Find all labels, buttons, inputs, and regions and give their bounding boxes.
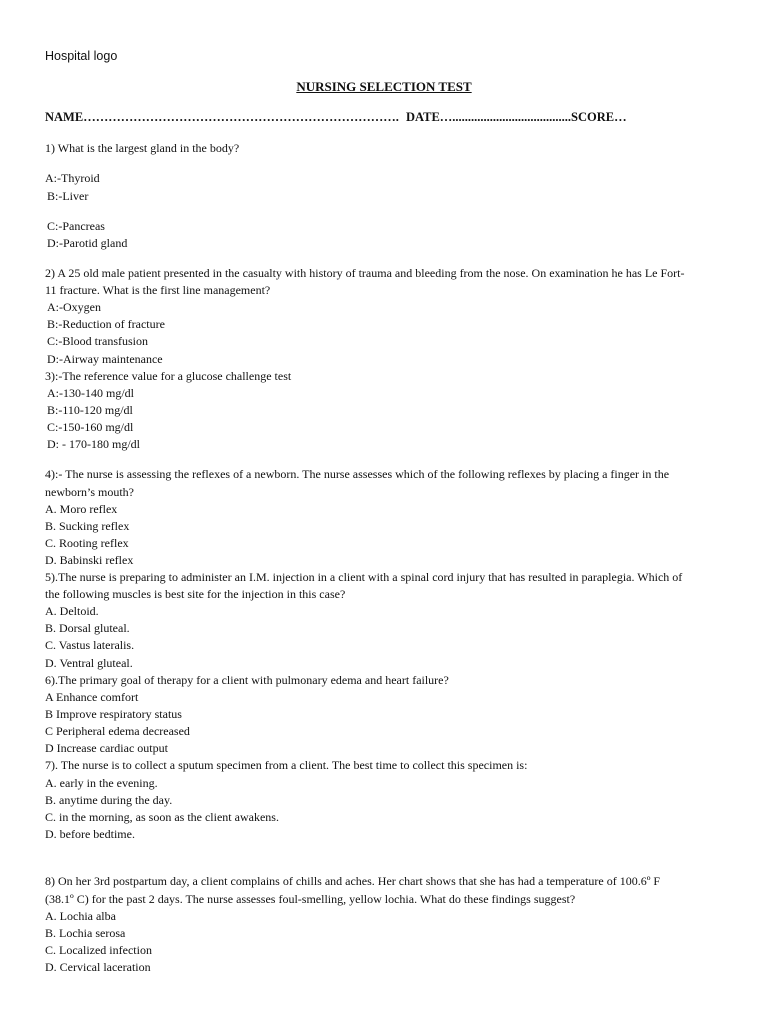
title-text: NURSING SELECTION TEST [296, 79, 472, 94]
option-4a: A. Moro reflex [45, 502, 118, 516]
question-8: 8) On her 3rd postpartum day, a client complains of chills and aches. Her chart shows that she has had a temperature of 100.6º F [45, 874, 661, 888]
option-2a: A:-Oxygen [47, 300, 101, 314]
option-7a: A. early in the evening. [45, 776, 158, 790]
option-8a: A. Lochia alba [45, 909, 116, 923]
option-5b: B. Dorsal gluteal. [45, 621, 130, 635]
question-4-cont: newborn’s mouth? [45, 485, 134, 499]
option-1d: D:-Parotid gland [47, 236, 128, 250]
option-3a: A:-130-140 mg/dl [47, 386, 134, 400]
name-field: NAME…………………………………………………………………. [45, 110, 399, 124]
question-4: 4):- The nurse is assessing the reflexes of a newborn. The nurse assesses which of the following reflexes by placing a finger in the [45, 467, 670, 481]
option-1b: B:-Liver [47, 189, 89, 203]
date-score-field: DATE…......................................SCORE… [406, 110, 627, 124]
question-2: 2) A 25 old male patient presented in the casualty with history of trauma and bleeding from the nose. On examination he has Le Fort- [45, 266, 685, 280]
option-2b: B:-Reduction of fracture [47, 317, 165, 331]
option-1c: C:-Pancreas [47, 219, 105, 233]
option-7b: B. anytime during the day. [45, 793, 173, 807]
option-6b: B Improve respiratory status [45, 707, 182, 721]
option-3d: D: - 170-180 mg/dl [47, 437, 140, 451]
option-6c: C Peripheral edema decreased [45, 724, 190, 738]
option-8d: D. Cervical laceration [45, 960, 151, 974]
option-4d: D. Babinski reflex [45, 553, 134, 567]
option-8b: B. Lochia serosa [45, 926, 126, 940]
question-5: 5).The nurse is preparing to administer an I.M. injection in a client with a spinal cord injury that has resulted in paraplegia. Which of [45, 570, 683, 584]
option-6a: A Enhance comfort [45, 690, 139, 704]
option-4b: B. Sucking reflex [45, 519, 130, 533]
option-1a: A:-Thyroid [45, 171, 100, 185]
page-title [0, 79, 768, 95]
question-5-cont: the following muscles is best site for the injection in this case? [45, 587, 346, 601]
option-8c: C. Localized infection [45, 943, 152, 957]
option-6d: D Increase cardiac output [45, 741, 168, 755]
option-4c: C. Rooting reflex [45, 536, 129, 550]
form-header [45, 110, 745, 125]
question-3: 3):-The reference value for a glucose challenge test [45, 369, 292, 383]
option-5c: C. Vastus lateralis. [45, 638, 135, 652]
option-7d: D. before bedtime. [45, 827, 135, 841]
option-7c: C. in the morning, as soon as the client awakens. [45, 810, 279, 824]
option-3b: B:-110-120 mg/dl [47, 403, 133, 417]
option-2d: D:-Airway maintenance [47, 352, 163, 366]
question-6: 6).The primary goal of therapy for a client with pulmonary edema and heart failure? [45, 673, 449, 687]
option-3c: C:-150-160 mg/dl [47, 420, 134, 434]
option-5d: D. Ventral gluteal. [45, 656, 133, 670]
hospital-logo: Hospital logo [45, 49, 118, 63]
option-2c: C:-Blood transfusion [47, 334, 148, 348]
question-8-cont: (38.1º C) for the past 2 days. The nurse assesses foul-smelling, yellow lochia. What do these findings suggest? [45, 892, 576, 906]
question-2-cont: 11 fracture. What is the first line management? [45, 283, 271, 297]
question-7: 7). The nurse is to collect a sputum specimen from a client. The best time to collect this specimen is: [45, 758, 528, 772]
question-1: 1) What is the largest gland in the body? [45, 141, 240, 155]
option-5a: A. Deltoid. [45, 604, 99, 618]
